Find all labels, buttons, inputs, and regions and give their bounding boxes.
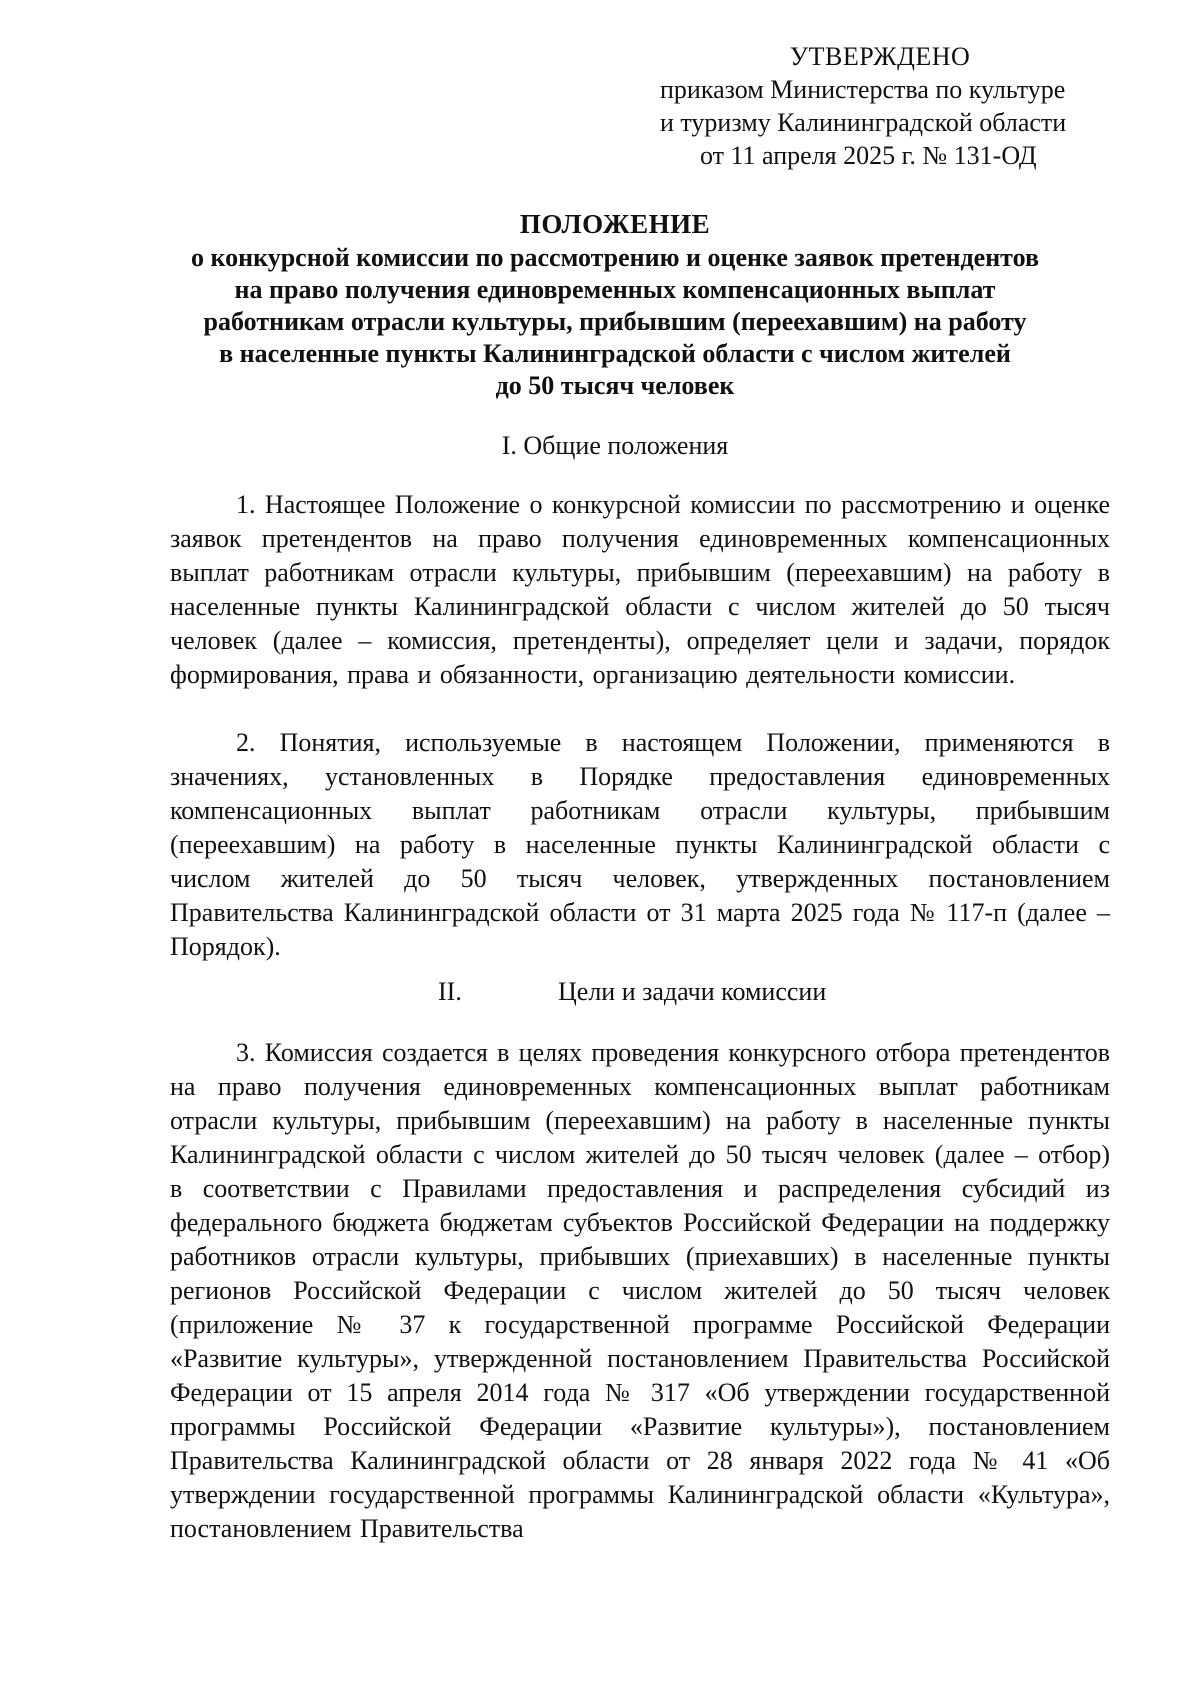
section-title: Цели и задачи комиссии <box>558 977 827 1006</box>
approval-order-line: приказом Министерства по культуре <box>660 75 1066 104</box>
title-line: до 50 тысяч человек <box>495 371 735 400</box>
section-heading-1: I. Общие положения <box>501 431 729 460</box>
approval-heading: УТВЕРЖДЕНО <box>789 42 971 71</box>
title-line: о конкурсной комиссии по рассмотрению и оценке заявок претендентов <box>190 243 1039 272</box>
title-line: на право получения единовременных компенсационных выплат <box>234 275 996 304</box>
document-title <box>150 208 1080 402</box>
approval-date-line: от 11 апреля 2025 г. № 131-ОД <box>700 141 1037 170</box>
approval-ministry-line: и туризму Калининградской области <box>660 108 1067 137</box>
section-number: II. <box>438 977 462 1006</box>
approval-stamp-block <box>660 40 1120 172</box>
paragraph-1: 1. Настоящее Положение о конкурсной комиссии по рассмотрению и оценке заявок претендентов на право получения единовременных компенсационных выплат работникам отрасли культуры, прибывшим (переехавшим) на работу в населенные пункты Калининградской области с числом жителей до 50 тысяч человек (далее – комиссия, претенденты), определяет цели и задачи, порядок формирования, права и обязанности, организацию деятельности комиссии. <box>170 490 1110 689</box>
title-line: в населенные пункты Калининградской области с числом жителей <box>219 339 1011 368</box>
document-type: ПОЛОЖЕНИЕ <box>519 209 711 239</box>
title-line: работникам отрасли культуры, прибывшим (переехавшим) на работу <box>203 307 1027 336</box>
paragraph-2: 2. Понятия, используемые в настоящем Положении, применяются в значениях, установленных в Порядке предоставления единовременных компенсационных выплат работникам отрасли культуры, прибывшим (переехавшим) на работу в населенные пункты Калининградской области с числом жителей до 50 тысяч человек, утвержденных постановлением Правительства Калининградской области от 31 марта 2025 года № 117-п (далее – Порядок). <box>170 728 1110 961</box>
paragraph-3: 3. Комиссия создается в целях проведения конкурсного отбора претендентов на право получения единовременных компенсационных выплат работникам отрасли культуры, прибывшим (переехавшим) на работу в населенные пункты Калининградской области с числом жителей до 50 тысяч человек (далее – отбор) в соответствии с Правилами предоставления и распределения субсидий из федерального бюджета бюджетам субъектов Российской Федерации на поддержку работников отрасли культуры, прибывших (приехавших) в населенные пункты регионов Российской Федерации с числом жителей до 50 тысяч человек (приложение № 37 к государственной программе Российской Федерации «Развитие культуры», утвержденной постановлением Правительства Российской Федерации от 15 апреля 2014 года № 317 «Об утверждении государственной программы Российской Федерации «Развитие культуры»), постановлением Правительства Калининградской области от 28 января 2022 года № 41 «Об утверждении государственной программы Калининградской области «Культура», постановлением Правительства <box>170 1038 1110 1543</box>
